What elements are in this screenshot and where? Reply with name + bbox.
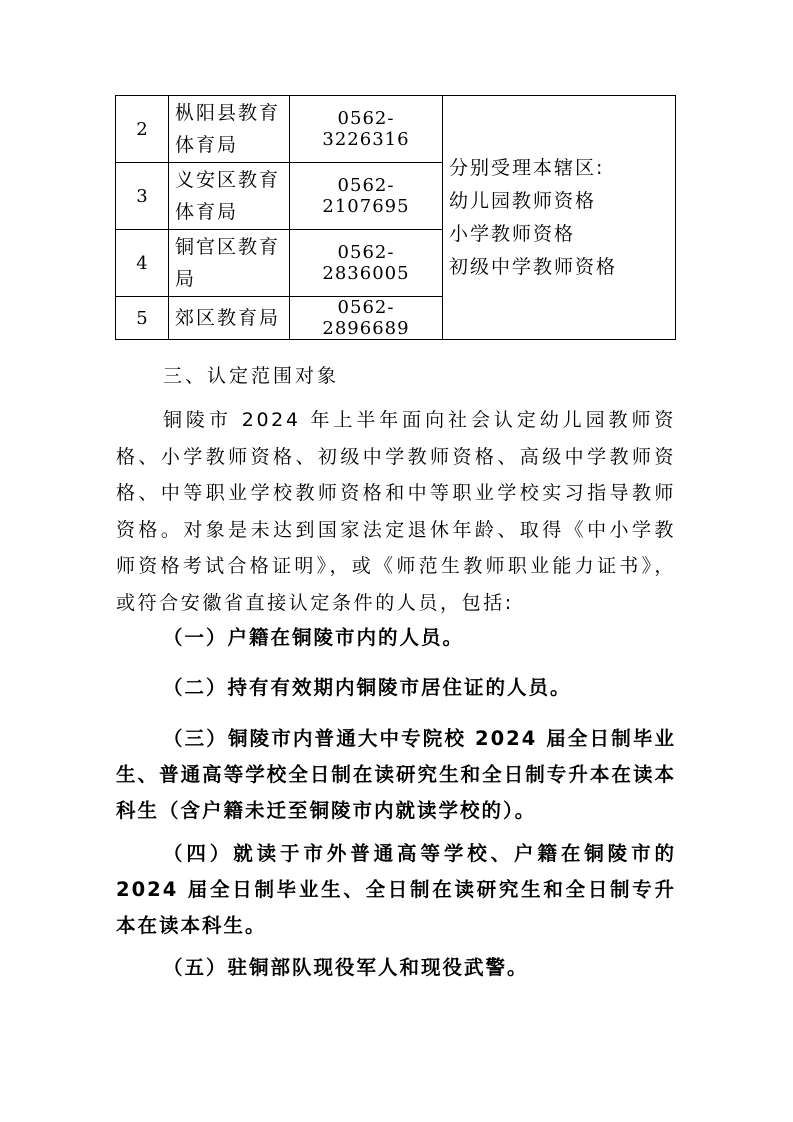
phone-number: 0562-2896689 [290,297,443,340]
department-name: 义安区教育体育局 [169,163,290,230]
row-number: 2 [116,96,169,163]
scope-line: 初级中学教师资格 [449,255,618,278]
scope-line: 分别受理本辖区: [449,156,605,179]
section-heading: 三、认定范围对象 [163,365,340,387]
phone-number: 0562-2107695 [290,163,443,230]
row-number: 4 [116,230,169,297]
list-item: （二）持有有效期内铜陵市居住证的人员。 [163,676,572,699]
list-item: （四）就读于市外普通高等学校、户籍在铜陵市的 2024 届全日制毕业生、全日制在读研究生和全日制专升本在读本科生。 [116,842,676,937]
list-item: （一）户籍在铜陵市内的人员。 [163,626,465,649]
department-name: 铜官区教育局 [169,230,290,297]
scope-line: 小学教师资格 [449,222,576,245]
department-name: 枞阳县教育体育局 [169,96,290,163]
list-item: （五）驻铜部队现役军人和现役武警。 [163,956,529,979]
row-number: 5 [116,297,169,340]
scope-line: 幼儿园教师资格 [449,189,597,212]
table-row [116,96,676,163]
row-number: 3 [116,163,169,230]
phone-number: 0562-3226316 [290,96,443,163]
list-item: （三）铜陵市内普通大中专院校 2024 届全日制毕业生、普通高等学校全日制在读研究生和全日制专升本在读本科生（含户籍未迁至铜陵市内就读学校的）。 [116,727,676,822]
contact-table [115,95,676,340]
department-name: 郊区教育局 [169,297,290,340]
phone-number: 0562-2836005 [290,230,443,297]
body-paragraph: 铜陵市 2024 年上半年面向社会认定幼儿园教师资格、小学教师资格、初级中学教师资格、高级中学教师资格、中等职业学校教师资格和中等职业学校实习指导教师资格。对象是未达到国家法定退休年龄、取得《中小学教师资格考试合格证明》，或《师范生教师职业能力证书》，或符合安徽省直接认定条件的人员，包括: [116,409,676,614]
scope-cell [443,96,676,340]
